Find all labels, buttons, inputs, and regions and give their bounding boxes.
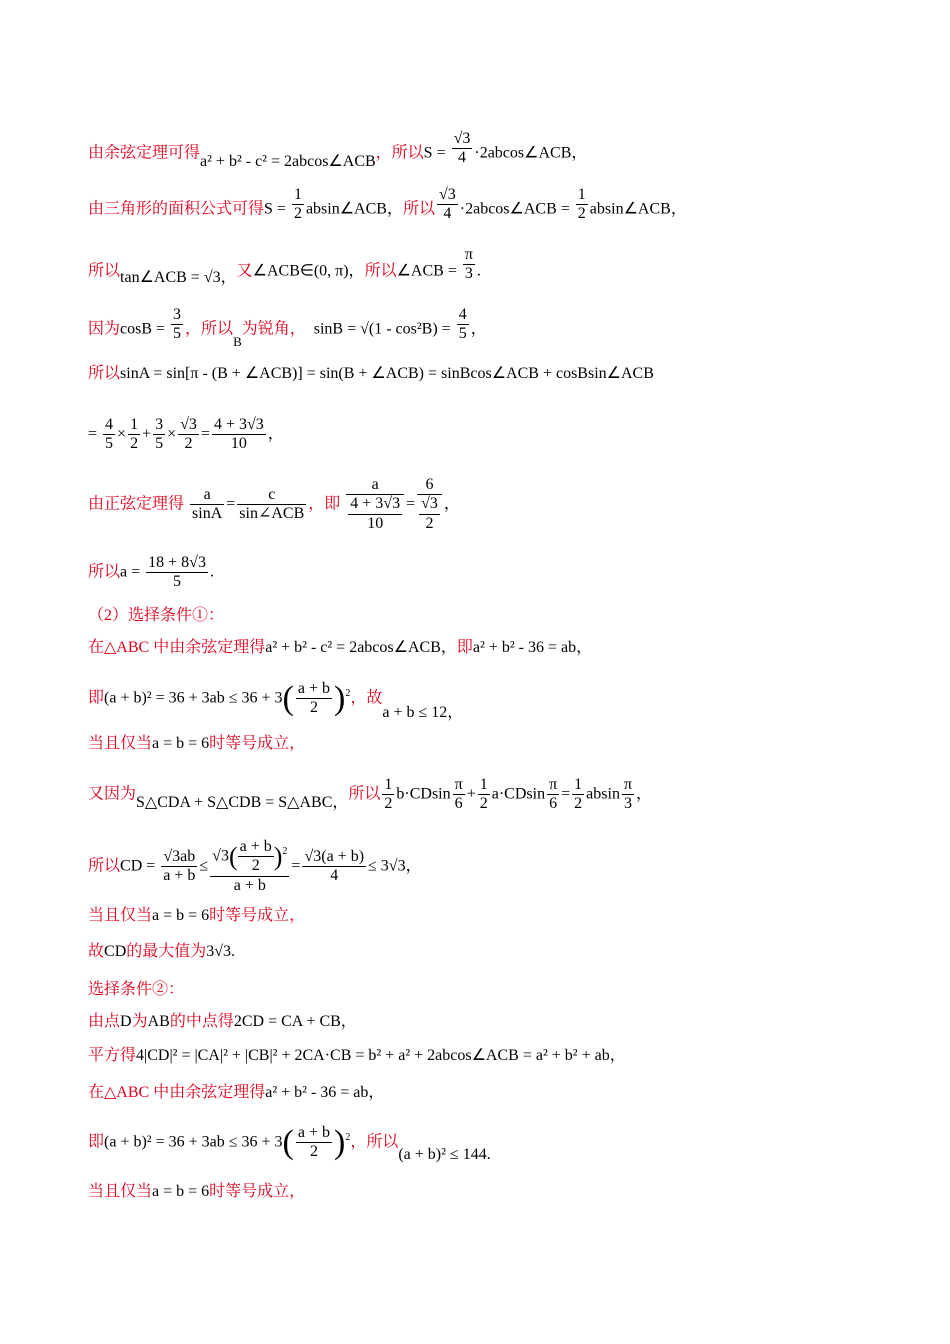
formula: . (476, 262, 481, 280)
frac-num: 3 (173, 306, 182, 323)
formula: cosB = (120, 320, 170, 338)
frac-den: 2 (296, 698, 332, 717)
text: ，所以 (185, 320, 234, 338)
text: （2）选择条件①： (88, 607, 225, 624)
frac-den: 4 (437, 204, 458, 223)
formula: S△CDA + S△CDB = S△ABC， (136, 793, 349, 811)
frac-num: √3 (438, 186, 456, 203)
frac-num: √3 (421, 495, 438, 513)
frac-den: 5 (105, 435, 114, 453)
formula: B (233, 333, 242, 349)
frac-den: 5 (173, 325, 182, 343)
frac-num: 4 + 3√3 (213, 416, 264, 433)
formula: 2CD = CA + CB， (233, 1013, 357, 1030)
frac-den: a + b (163, 867, 196, 885)
text: 故 (88, 943, 105, 960)
formula: ·2abcos∠ACB = (459, 200, 574, 218)
formula: a + b ≤ 12， (382, 703, 464, 721)
frac-num: c (268, 485, 276, 503)
frac-num: 3 (155, 416, 164, 433)
line-8 (88, 554, 214, 592)
line-2 (88, 186, 687, 224)
frac-den: 2 (130, 435, 139, 453)
text: 因为 (88, 320, 121, 338)
text: 时等号成立， (209, 735, 306, 752)
formula: S = (423, 144, 450, 162)
formula: a·CDsin (491, 785, 546, 803)
line-17 (88, 982, 184, 998)
formula: b·CDsin (396, 785, 451, 803)
frac-num: a + b (297, 680, 330, 697)
text: 又 (236, 262, 253, 280)
text: 由余弦定理可得 (88, 144, 201, 162)
frac-num: √3(a + b) (304, 847, 365, 865)
line-14: 所以CD = $\frac{√3ab}{a + b}$ ≤ √3( $\frac{a + b}{2}$ )$^2$ a + b = $\frac{√3(a + b)}{4}$ ≤ 3√3， (88, 838, 422, 894)
text: 当且仅当 (88, 735, 153, 752)
line-12 (88, 736, 305, 752)
text: 时等号成立， (209, 907, 306, 924)
text: ，所以 (350, 1133, 399, 1151)
frac-den: 5 (146, 572, 208, 591)
frac-num: π (623, 776, 633, 793)
frac-num: π (549, 776, 558, 793)
text: 的中点得 (169, 1013, 234, 1030)
line-18 (88, 1014, 357, 1030)
text: ，即 (308, 495, 341, 513)
line-10 (88, 640, 592, 656)
frac-den: 4 (302, 866, 366, 885)
formula: AB (147, 1013, 170, 1030)
formula: S = (264, 200, 290, 218)
frac-den: 2 (293, 205, 302, 223)
frac-den: 3 (622, 794, 634, 813)
frac-num: 6 (425, 476, 434, 493)
formula: ≤ (199, 857, 209, 875)
formula: a² + b² - c² = 2abcos∠ACB， (265, 639, 457, 656)
formula: CD = (120, 857, 160, 875)
line-6: = $\frac{4}{5}$ × $\frac{1}{2}$ + $\frac{3}{5}$ × $\frac{√3}{2}$ = $\frac{4 + 3√3}{10}$ ， (88, 416, 284, 453)
formula: a = b = 6 (152, 1183, 210, 1200)
line-11: 即(a + b)² = 36 + 3ab ≤ 36 + 3( $\frac{a + b}{2}$ )$^2$，故a + b ≤ 12， (88, 679, 464, 721)
line-21: 即(a + b)² = 36 + 3ab ≤ 36 + 3( $\frac{a + b}{2}$ )$^2$，所以(a + b)² ≤ 144. (88, 1123, 491, 1163)
frac-den: 10 (348, 514, 402, 533)
text: 所以 (348, 785, 381, 803)
text: 即 (88, 689, 105, 707)
formula: a² + b² - 36 = ab， (265, 1084, 385, 1101)
text: 选择条件②： (88, 981, 185, 998)
frac-num: 18 + 8√3 (148, 554, 206, 571)
frac-den: 2 (479, 795, 488, 813)
formula: ， (267, 425, 284, 443)
text: 由三角形的面积公式可得 (88, 200, 265, 218)
formula: CD (104, 943, 127, 960)
formula: a² + b² - c² = 2abcos∠ACB (200, 152, 376, 170)
formula: ·2abcos∠ACB， (474, 144, 588, 162)
formula: a² + b² - 36 = ab， (472, 639, 593, 656)
text: 即 (456, 639, 473, 656)
formula: ∠ACB∈(0, π)， (252, 262, 365, 280)
frac-num: √3 (453, 130, 471, 147)
frac-den: sin∠ACB (239, 505, 305, 523)
frac-num: 1 (479, 776, 488, 793)
formula: absin (586, 785, 620, 803)
frac-num: 4 (105, 416, 114, 433)
formula: ≤ 3√3， (368, 857, 422, 875)
text: 的最大值为 (126, 943, 207, 960)
frac-den: 10 (212, 434, 266, 453)
formula: ， (636, 785, 653, 803)
frac-num: 1 (293, 186, 302, 203)
text: 当且仅当 (88, 1183, 153, 1200)
formula: (a + b)² ≤ 144. (398, 1145, 491, 1163)
frac-num: 1 (577, 186, 586, 203)
frac-num: √3 (180, 416, 197, 433)
frac-num: a + b (297, 1124, 330, 1141)
text: 由点 (88, 1013, 121, 1030)
frac-den: 2 (384, 795, 393, 813)
line-1 (88, 130, 588, 170)
text: 又因为 (88, 785, 137, 803)
frac-num: 1 (130, 416, 139, 433)
text: 所以 (88, 262, 121, 280)
frac-num: 4 (458, 306, 467, 323)
frac-den: 2 (419, 514, 440, 533)
text: 所以 (88, 857, 121, 875)
formula: (a + b)² = 36 + 3ab ≤ 36 + 3 (104, 689, 283, 707)
frac-den: 6 (547, 794, 559, 813)
frac-den: 6 (453, 794, 465, 813)
text: 所以 (402, 200, 435, 218)
frac-num: √3ab (163, 847, 196, 865)
line-4 (88, 306, 487, 349)
formula: (a + b)² = 36 + 3ab ≤ 36 + 3 (104, 1133, 283, 1151)
frac-den: 3 (463, 264, 475, 283)
frac-den: 2 (577, 205, 586, 223)
frac-num: π (454, 776, 463, 793)
formula: = (88, 425, 102, 443)
formula: ∠ACB = (396, 262, 461, 280)
frac-den: 5 (458, 325, 467, 343)
text: 时等号成立， (209, 1183, 306, 1200)
formula: 4|CD|² = |CA|² + |CB|² + 2CA·CB = b² + a² + 2abcos∠ACB = a² + b² + ab， (136, 1047, 626, 1064)
line-7: 由正弦定理得 $\frac{a}{\sin A}$ = $\frac{c}{\text{sin∠ACB}}$ ，即 $\frac{a}{\frac{4 + 3√3}{10}}$ = $\frac{6}{\frac{√3}{2}}$ ， (88, 476, 460, 532)
line-16 (88, 944, 235, 960)
formula: ， (443, 495, 460, 513)
formula: tan∠ACB = √3， (120, 268, 237, 286)
formula: 3√3. (206, 943, 236, 960)
line-20 (88, 1085, 384, 1101)
text: 当且仅当 (88, 907, 153, 924)
formula: a = (120, 563, 145, 581)
frac-num: π (464, 246, 473, 263)
line-22 (88, 1184, 305, 1200)
formula: . (209, 563, 214, 581)
frac-num: 1 (574, 776, 583, 793)
formula: absin∠ACB， (589, 200, 687, 218)
text: 为锐角， (241, 320, 306, 338)
text: ，故 (350, 689, 383, 707)
frac-num: 1 (384, 776, 393, 793)
frac-num: a (203, 485, 211, 503)
formula: a = b = 6 (152, 907, 210, 924)
frac-num: 4 + 3√3 (350, 495, 401, 513)
formula: sinA = sin[π - (B + ∠ACB)] = sin(B + ∠ACB) = sinBcos∠ACB + cosBsin∠ACB (120, 365, 654, 382)
formula: D (120, 1013, 132, 1030)
line-15 (88, 908, 305, 924)
formula: sinB = √(1 - cos²B) = (313, 320, 455, 338)
text: 所以 (88, 365, 121, 382)
frac-den: 4 (452, 148, 473, 167)
text: ，所以 (375, 144, 424, 162)
frac-den: a + b (210, 876, 289, 895)
text: 平方得 (88, 1047, 137, 1064)
formula: ， (470, 320, 487, 338)
frac-den: 2 (178, 434, 199, 453)
line-5 (88, 366, 654, 382)
text: 即 (88, 1133, 105, 1151)
line-9 (88, 608, 224, 624)
frac-num: a + b (239, 838, 272, 855)
line-19 (88, 1048, 626, 1064)
formula: a = b = 6 (152, 735, 210, 752)
line-13: 又因为S△CDA + S△CDB = S△ABC，所以 $\frac{1}{2}$ b·CDsin $\frac{\pi}{6}$ + $\frac{1}{2}$ a·CDsin $\frac{\pi}{6}$ = $\frac{1}{2}$ absin $\frac{\pi}{3}$ ， (88, 776, 653, 813)
formula: absin∠ACB， (305, 200, 403, 218)
frac-den: 2 (574, 795, 583, 813)
text: 由正弦定理得 (88, 495, 185, 513)
frac-den: 2 (238, 856, 274, 875)
frac-den: 5 (155, 435, 164, 453)
text: 在△ABC 中由余弦定理得 (88, 1084, 266, 1101)
text: 所以 (364, 262, 397, 280)
text: 所以 (88, 563, 121, 581)
frac-num: a (371, 476, 379, 493)
frac-den: 2 (296, 1142, 332, 1161)
frac-den: sinA (192, 505, 223, 523)
text: 在△ABC 中由余弦定理得 (88, 639, 266, 656)
text: 为 (131, 1013, 148, 1030)
line-3 (88, 246, 481, 286)
